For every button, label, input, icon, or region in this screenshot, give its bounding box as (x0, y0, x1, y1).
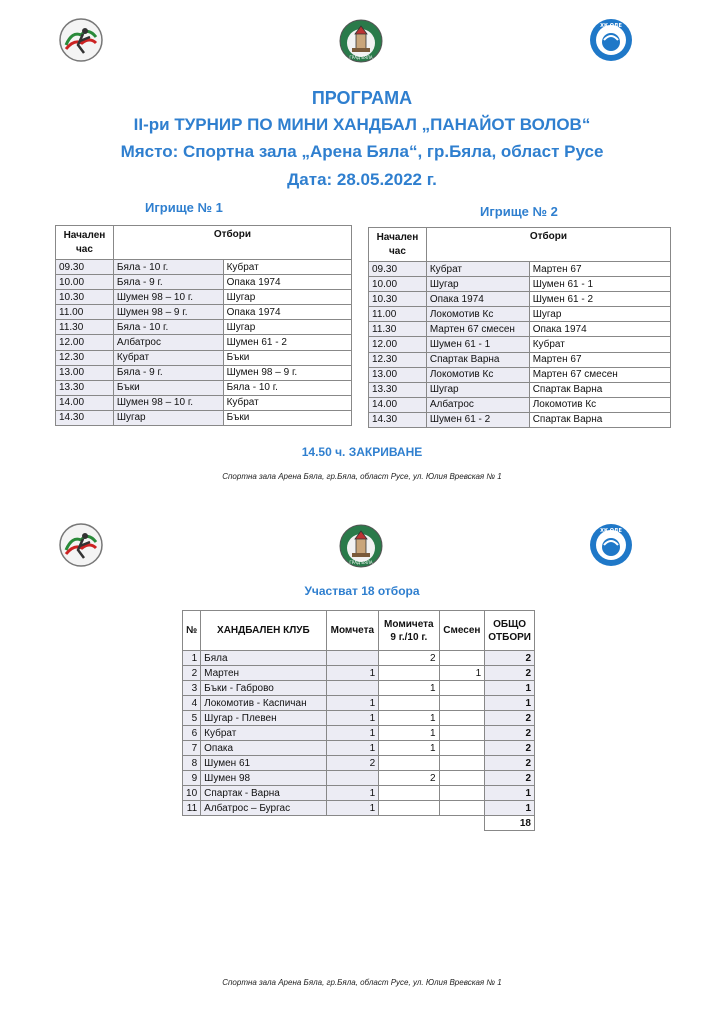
club-name: Кубрат (201, 726, 326, 741)
team-a: Шумен 61 - 1 (426, 337, 529, 352)
logo-right-text: ХК ОДЕ (600, 528, 622, 534)
team-b: Шумен 98 – 9 г. (223, 365, 351, 380)
club-number: 7 (183, 741, 201, 756)
schedule-row (369, 337, 671, 352)
club-number: 8 (183, 756, 201, 771)
team-a: Спартак Варна (426, 352, 529, 367)
team-b: Спартак Варна (529, 382, 670, 397)
hk-club-logo (588, 522, 634, 568)
club-number: 3 (183, 681, 201, 696)
boys-count: 1 (326, 786, 379, 801)
boys-count: 2 (326, 756, 379, 771)
club-number: 5 (183, 711, 201, 726)
club-name: Бъки - Габрово (201, 681, 326, 696)
team-a: Шумен 98 – 9 г. (113, 305, 223, 320)
match-time: 11.30 (56, 320, 114, 335)
mixed-count: 1 (439, 666, 485, 681)
team-b: Локомотив Кс (529, 397, 670, 412)
schedule-row (56, 410, 352, 425)
club-total: 1 (485, 801, 535, 816)
participants-table (182, 610, 535, 831)
match-time: 14.00 (56, 395, 114, 410)
club-total: 2 (485, 711, 535, 726)
club-name: Опака (201, 741, 326, 756)
schedule-row (369, 412, 671, 427)
team-a: Албатрос (426, 397, 529, 412)
club-row (183, 711, 535, 726)
match-time: 13.00 (369, 367, 427, 382)
team-b: Шумен 61 - 2 (529, 292, 670, 307)
club-name: Спартак - Варна (201, 786, 326, 801)
girls-count: 1 (379, 726, 439, 741)
girls-count (379, 801, 439, 816)
team-b: Опака 1974 (223, 275, 351, 290)
team-b: Мартен 67 смесен (529, 367, 670, 382)
club-total: 2 (485, 756, 535, 771)
team-a: Шумен 98 – 10 г. (113, 395, 223, 410)
match-time: 13.30 (369, 382, 427, 397)
court2-schedule-table (368, 227, 671, 428)
team-a: Локомотив Кс (426, 307, 529, 322)
logo-right-text: ХК ОДЕ (600, 23, 622, 29)
page-title: ПРОГРАМА (311, 88, 413, 108)
date-line: Дата: 28.05.2022 г. (287, 170, 437, 189)
match-time: 13.00 (56, 365, 114, 380)
schedule-row (369, 307, 671, 322)
court2-title: Игрище № 2 (480, 204, 558, 219)
hk-club-logo (588, 17, 634, 63)
schedule-row (369, 262, 671, 277)
club-total: 2 (485, 666, 535, 681)
match-time: 14.30 (56, 410, 114, 425)
team-b: Спартак Варна (529, 412, 670, 427)
club-number: 4 (183, 696, 201, 711)
col-boys-header: Момчета (326, 611, 379, 651)
club-name: Бяла (201, 651, 326, 666)
mixed-count (439, 651, 485, 666)
schedule-row (56, 320, 352, 335)
club-name: Албатрос – Бургас (201, 801, 326, 816)
club-row (183, 786, 535, 801)
club-row (183, 771, 535, 786)
schedule-row (369, 382, 671, 397)
club-total: 2 (485, 771, 535, 786)
team-a: Кубрат (113, 350, 223, 365)
boys-count: 1 (326, 726, 379, 741)
club-row (183, 726, 535, 741)
match-time: 10.00 (369, 277, 427, 292)
girls-count (379, 756, 439, 771)
team-b: Кубрат (223, 260, 351, 275)
team-b: Опака 1974 (529, 322, 670, 337)
schedule-row (56, 365, 352, 380)
schedule-row (369, 292, 671, 307)
club-total: 2 (485, 651, 535, 666)
match-time: 12.30 (369, 352, 427, 367)
club-name: Мартен (201, 666, 326, 681)
match-time: 14.30 (369, 412, 427, 427)
club-total: 1 (485, 696, 535, 711)
team-a: Шумен 61 - 2 (426, 412, 529, 427)
match-time: 11.00 (369, 307, 427, 322)
tournament-subtitle: II-ри ТУРНИР ПО МИНИ ХАНДБАЛ „ПАНАЙОТ ВОЛОВ“ (133, 115, 591, 134)
court1-title: Игрище № 1 (145, 200, 223, 215)
col-teams-header: Отбори (426, 228, 670, 262)
schedule-row (56, 305, 352, 320)
schedule-row (56, 335, 352, 350)
girls-count: 2 (379, 771, 439, 786)
team-a: Шугар (426, 382, 529, 397)
col-mixed-header: Смесен (439, 611, 485, 651)
match-time: 14.00 (369, 397, 427, 412)
match-time: 11.30 (369, 322, 427, 337)
club-number: 10 (183, 786, 201, 801)
team-b: Бъки (223, 350, 351, 365)
handball-federation-logo (58, 17, 104, 63)
mixed-count (439, 786, 485, 801)
club-row (183, 801, 535, 816)
team-a: Бяла - 10 г. (113, 260, 223, 275)
girls-count (379, 666, 439, 681)
col-club-header: ХАНДБАЛЕН КЛУБ (201, 611, 326, 651)
girls-count (379, 786, 439, 801)
boys-count (326, 681, 379, 696)
club-name: Локомотив - Каспичан (201, 696, 326, 711)
location-line: Място: Спортна зала „Арена Бяла“, гр.Бяла, област Русе (120, 142, 604, 161)
match-time: 12.30 (56, 350, 114, 365)
boys-count: 1 (326, 741, 379, 756)
mixed-count (439, 726, 485, 741)
match-time: 10.30 (56, 290, 114, 305)
city-byala-logo (338, 18, 384, 64)
schedule-row (369, 367, 671, 382)
girls-count: 1 (379, 711, 439, 726)
team-a: Бяла - 9 г. (113, 365, 223, 380)
team-a: Опака 1974 (426, 292, 529, 307)
club-name: Шумен 61 (201, 756, 326, 771)
schedule-row (56, 290, 352, 305)
mixed-count (439, 741, 485, 756)
team-b: Мартен 67 (529, 262, 670, 277)
club-total: 2 (485, 741, 535, 756)
team-b: Шумен 61 - 1 (529, 277, 670, 292)
mixed-count (439, 711, 485, 726)
club-number: 6 (183, 726, 201, 741)
match-time: 13.30 (56, 380, 114, 395)
schedule-row (56, 275, 352, 290)
club-total: 2 (485, 726, 535, 741)
match-time: 10.00 (56, 275, 114, 290)
mixed-count (439, 801, 485, 816)
match-time: 12.00 (56, 335, 114, 350)
team-b: Бяла - 10 г. (223, 380, 351, 395)
club-row (183, 666, 535, 681)
team-a: Шугар (426, 277, 529, 292)
girls-count: 2 (379, 651, 439, 666)
team-a: Бъки (113, 380, 223, 395)
team-b: Кубрат (223, 395, 351, 410)
team-b: Шугар (223, 290, 351, 305)
match-time: 12.00 (369, 337, 427, 352)
boys-count: 1 (326, 696, 379, 711)
col-girls-header: Момичета 9 г./10 г. (379, 611, 439, 651)
team-a: Кубрат (426, 262, 529, 277)
handball-federation-logo (58, 522, 104, 568)
schedule-row (56, 380, 352, 395)
match-time: 09.30 (56, 260, 114, 275)
boys-count: 1 (326, 801, 379, 816)
club-name: Шугар - Плевен (201, 711, 326, 726)
schedule-row (56, 395, 352, 410)
club-number: 2 (183, 666, 201, 681)
match-time: 10.30 (369, 292, 427, 307)
team-a: Локомотив Кс (426, 367, 529, 382)
team-a: Бяла - 9 г. (113, 275, 223, 290)
mixed-count (439, 771, 485, 786)
club-row (183, 741, 535, 756)
grand-total: 18 (485, 816, 535, 831)
match-time: 09.30 (369, 262, 427, 277)
team-b: Опака 1974 (223, 305, 351, 320)
boys-count (326, 651, 379, 666)
club-row (183, 756, 535, 771)
logo-center-text: ГРАД БЯЛА (349, 55, 373, 60)
club-total: 1 (485, 786, 535, 801)
footer-address-top: Спортна зала Арена Бяла, гр.Бяла, област Русе, ул. Юлия Вревская № 1 (222, 472, 502, 481)
mixed-count (439, 681, 485, 696)
col-time-header: Начален час (369, 228, 427, 262)
team-b: Шугар (529, 307, 670, 322)
club-row (183, 696, 535, 711)
team-b: Мартен 67 (529, 352, 670, 367)
club-total: 1 (485, 681, 535, 696)
club-number: 9 (183, 771, 201, 786)
girls-count: 1 (379, 741, 439, 756)
col-total-header: ОБЩО ОТБОРИ (485, 611, 535, 651)
team-a: Шумен 98 – 10 г. (113, 290, 223, 305)
logo-center-text: ГРАД БЯЛА (349, 560, 373, 565)
schedule-row (56, 260, 352, 275)
boys-count: 1 (326, 711, 379, 726)
girls-count (379, 696, 439, 711)
col-no-header: № (183, 611, 201, 651)
team-a: Шугар (113, 410, 223, 425)
club-row (183, 651, 535, 666)
club-number: 1 (183, 651, 201, 666)
team-b: Шумен 61 - 2 (223, 335, 351, 350)
participants-title: Участват 18 отбора (304, 584, 420, 598)
footer-address-bottom: Спортна зала Арена Бяла, гр.Бяла, област Русе, ул. Юлия Вревская № 1 (222, 978, 502, 987)
team-a: Мартен 67 смесен (426, 322, 529, 337)
schedule-row (56, 350, 352, 365)
club-number: 11 (183, 801, 201, 816)
boys-count (326, 771, 379, 786)
team-a: Бяла - 10 г. (113, 320, 223, 335)
team-b: Шугар (223, 320, 351, 335)
girls-count: 1 (379, 681, 439, 696)
club-row (183, 681, 535, 696)
club-name: Шумен 98 (201, 771, 326, 786)
court1-schedule-table (55, 225, 352, 426)
schedule-row (369, 277, 671, 292)
col-teams-header: Отбори (113, 226, 351, 260)
match-time: 11.00 (56, 305, 114, 320)
team-b: Бъки (223, 410, 351, 425)
closing-time: 14.50 ч. ЗАКРИВАНЕ (301, 445, 423, 459)
schedule-row (369, 322, 671, 337)
schedule-row (369, 397, 671, 412)
col-time-header: Начален час (56, 226, 114, 260)
team-b: Кубрат (529, 337, 670, 352)
team-a: Албатрос (113, 335, 223, 350)
boys-count: 1 (326, 666, 379, 681)
city-byala-logo (338, 523, 384, 569)
mixed-count (439, 756, 485, 771)
mixed-count (439, 696, 485, 711)
schedule-row (369, 352, 671, 367)
